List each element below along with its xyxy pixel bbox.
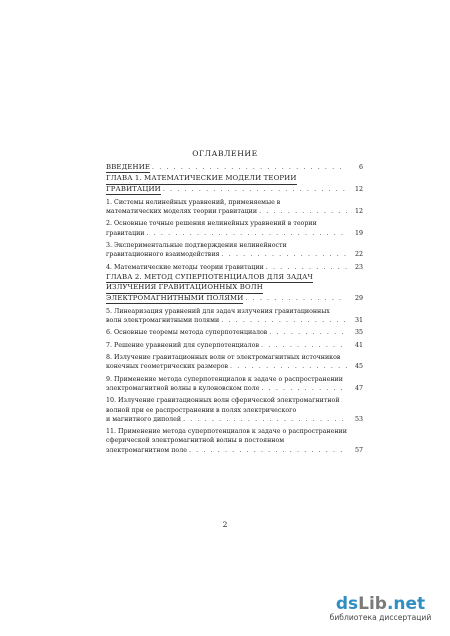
- toc-page-number: 12: [354, 208, 363, 216]
- toc-entry-text: ГЛАВА 2. МЕТОД СУПЕРПОТЕНЦИАЛОВ ДЛЯ ЗАДАЧ: [106, 273, 313, 283]
- toc-entry-line: [106, 283, 363, 293]
- logo-part-ds: ds: [335, 594, 359, 614]
- toc-entry-line: [106, 294, 363, 304]
- toc-entry-text: гравитации: [106, 229, 145, 237]
- toc-entry-text: ГЛАВА 1. МАТЕМАТИЧЕСКИЕ МОДЕЛИ ТЕОРИИ: [106, 174, 297, 184]
- toc-entry-text: 10. Излучение гравитационных волн сферической электромагнитной: [106, 397, 340, 405]
- dot-leader: [259, 207, 347, 216]
- toc-entry-line: [106, 174, 363, 184]
- dot-leader: [147, 229, 347, 238]
- toc-section-entry: [106, 396, 363, 424]
- toc-entry-text: электромагнитной волны в кулоновском поле: [106, 384, 260, 392]
- toc-entry-text: 5. Линеаризация уравнений для задач излучения гравитационных: [106, 307, 330, 315]
- toc-entry-line: [106, 384, 363, 393]
- toc-entry-line: [106, 362, 363, 371]
- toc-page-number: 47: [354, 384, 363, 392]
- toc-entry-text: и магнитного диполей: [106, 415, 182, 423]
- toc-entry-text: ЭЛЕКТРОМАГНИТНЫМИ ПОЛЯМИ: [106, 294, 243, 304]
- toc-section-entry: [106, 198, 363, 217]
- toc-section-entry: [106, 263, 363, 272]
- toc-page-number: 35: [354, 329, 363, 337]
- toc-entry-text: 8. Излучение гравитационных волн от электромагнитных источников: [106, 354, 341, 362]
- toc-section-entry: [106, 375, 363, 394]
- toc-chapter-entry: [106, 174, 363, 195]
- dot-leader: [261, 384, 347, 393]
- toc-entry-line: [106, 273, 363, 283]
- toc-entry-line: [106, 219, 363, 228]
- toc-page-number: 29: [354, 294, 363, 302]
- dot-leader: [245, 294, 347, 303]
- toc-section-entry: [106, 353, 363, 372]
- toc-entry-text: 6. Основные теоремы метода суперпотенциалов: [106, 329, 268, 337]
- toc-page-number: 57: [354, 446, 363, 454]
- toc-entry-text: 2. Основные точные решения нелинейных уравнений в теории: [106, 220, 317, 228]
- toc-entry-line: [106, 250, 363, 259]
- dot-leader: [222, 250, 347, 259]
- toc-entry-line: [106, 341, 363, 350]
- toc-entry-text: волн электромагнитными полями: [106, 317, 220, 325]
- toc-entry-text: ГРАВИТАЦИИ: [106, 185, 161, 195]
- toc-entry-line: [106, 241, 363, 250]
- toc-page-number: 22: [354, 251, 363, 259]
- toc-section-entry: [106, 341, 363, 350]
- toc-entry-line: [106, 198, 363, 207]
- toc-title: ОГЛАВЛЕНИЕ: [192, 149, 258, 158]
- toc-page-number: 6: [358, 164, 363, 171]
- toc-entry-line: [106, 427, 363, 436]
- dot-leader: [266, 263, 347, 272]
- toc-entry-text: электромагнитном поле: [106, 446, 187, 454]
- toc-entry-text: гравитационного взаимодействия: [106, 251, 220, 259]
- toc-section-entry: [106, 219, 363, 238]
- toc-section-entry: [106, 427, 363, 455]
- toc-entry-text: 1. Системы нелинейных уравнений, применяемые в: [106, 198, 281, 206]
- toc-page-number: 41: [354, 341, 363, 349]
- toc-entry-text: 9. Применение метода суперпотенциалов к задаче о распространении: [106, 375, 343, 383]
- dslib-logo: [323, 594, 438, 614]
- toc-chapter-entry: [106, 163, 363, 173]
- logo-part-lib: Lib: [358, 594, 387, 614]
- toc-page-number: 12: [354, 185, 363, 193]
- dot-leader: [261, 341, 347, 350]
- toc-entry-text: сферической электромагнитной волны в постоянном: [106, 437, 285, 445]
- dot-leader: [269, 328, 347, 337]
- toc-entry-line: [106, 328, 363, 337]
- dot-leader: [152, 163, 347, 172]
- toc-entry-line: [106, 263, 363, 272]
- toc-entry-line: [106, 185, 363, 195]
- dot-leader: [163, 185, 347, 194]
- watermark-logo[interactable]: [323, 594, 438, 622]
- toc-entry-line: [106, 396, 363, 405]
- toc-entry-text: математических моделях теории гравитации: [106, 208, 258, 216]
- toc-page-number: 19: [354, 229, 363, 237]
- toc-entry-line: [106, 229, 363, 238]
- table-of-contents: [106, 163, 363, 455]
- dot-leader: [230, 362, 347, 371]
- toc-entry-text: 4. Математические методы теории гравитации: [106, 263, 264, 271]
- toc-entry-text: 7. Решение уравнений для суперпотенциалов: [106, 341, 259, 349]
- toc-entry-line: [106, 415, 363, 424]
- dot-leader: [189, 446, 347, 455]
- toc-entry-text: ИЗЛУЧЕНИЯ ГРАВИТАЦИОННЫХ ВОЛН: [106, 283, 263, 293]
- toc-page-number: 23: [354, 263, 363, 271]
- toc-page-number: 31: [354, 317, 363, 325]
- toc-entry-line: [106, 436, 363, 445]
- dot-leader: [183, 415, 347, 424]
- toc-entry-line: [106, 375, 363, 384]
- toc-entry-text: 11. Применение метода суперпотенциалов к задаче о распространении: [106, 428, 347, 436]
- logo-part-net: .net: [386, 594, 426, 614]
- toc-entry-line: [106, 207, 363, 216]
- toc-entry-text: конечных геометрических размеров: [106, 363, 229, 371]
- toc-section-entry: [106, 328, 363, 337]
- toc-page-number: 45: [354, 363, 363, 371]
- toc-entry-line: [106, 446, 363, 455]
- toc-entry-text: 3. Экспериментальные подтверждения нелинейности: [106, 242, 287, 250]
- toc-entry-line: [106, 163, 363, 173]
- toc-page-number: 53: [354, 415, 363, 423]
- toc-entry-text: ВВЕДЕНИЕ: [106, 163, 150, 173]
- toc-section-entry: [106, 241, 363, 260]
- toc-entry-line: [106, 353, 363, 362]
- toc-chapter-entry: [106, 273, 363, 304]
- watermark-subtitle: библиотека диссертаций: [329, 613, 432, 622]
- dot-leader: [221, 316, 347, 325]
- toc-entry-line: [106, 406, 363, 415]
- toc-entry-line: [106, 316, 363, 325]
- page-number: 2: [222, 520, 228, 529]
- toc-section-entry: [106, 307, 363, 326]
- toc-entry-text: волной при ее распространении в полях электрического: [106, 406, 297, 414]
- toc-entry-line: [106, 307, 363, 316]
